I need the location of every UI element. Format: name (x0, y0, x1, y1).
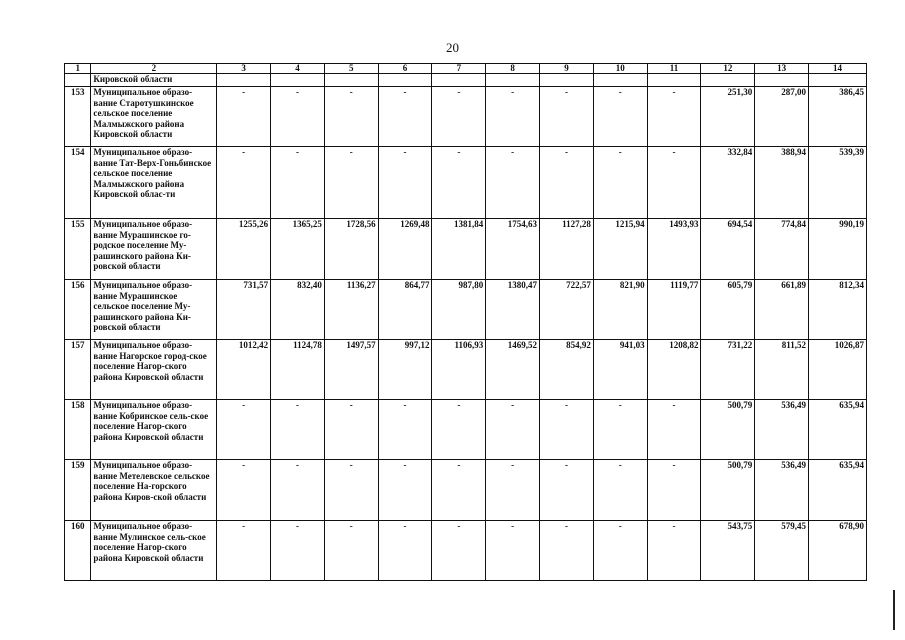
value-cell: 1365,25 (271, 219, 325, 280)
municipality-name-cell: Муниципальное образо-вание Мулинское сель-ское поселение Нагор-ского района Кировской области (91, 521, 217, 581)
data-table (64, 63, 867, 581)
value-cell: 386,45 (809, 87, 867, 147)
empty-cell (809, 74, 867, 87)
municipality-name-cell: Муниципальное образо-вание Мурашинское го-родское поселение Му-рашинского района Ки-ровской области (91, 219, 217, 280)
value-cell: 500,79 (701, 400, 755, 460)
table-row (65, 521, 867, 581)
value-cell: - (540, 521, 594, 581)
value-cell: 821,90 (593, 280, 647, 340)
empty-cell (540, 74, 594, 87)
value-cell: 287,00 (755, 87, 809, 147)
column-header: 14 (809, 64, 867, 74)
column-header: 6 (378, 64, 432, 74)
value-cell: 579,45 (755, 521, 809, 581)
row-number-cell: 154 (65, 147, 91, 219)
value-cell: - (432, 147, 486, 219)
value-cell: 1754,63 (486, 219, 540, 280)
value-cell: - (540, 460, 594, 521)
empty-cell (432, 74, 486, 87)
value-cell: - (217, 147, 271, 219)
value-cell: - (486, 147, 540, 219)
page-number: 20 (446, 40, 459, 55)
value-cell: 1215,94 (593, 219, 647, 280)
value-cell: - (432, 521, 486, 581)
value-cell: 1381,84 (432, 219, 486, 280)
value-cell: 678,90 (809, 521, 867, 581)
value-cell: 941,03 (593, 340, 647, 400)
value-cell: 1026,87 (809, 340, 867, 400)
value-cell: 1124,78 (271, 340, 325, 400)
value-cell: 722,57 (540, 280, 594, 340)
value-cell: - (324, 521, 378, 581)
value-cell: - (271, 147, 325, 219)
value-cell: 539,39 (809, 147, 867, 219)
value-cell: 997,12 (378, 340, 432, 400)
value-cell: 731,57 (217, 280, 271, 340)
value-cell: - (378, 521, 432, 581)
value-cell: - (432, 400, 486, 460)
value-cell: - (540, 400, 594, 460)
value-cell: 332,84 (701, 147, 755, 219)
table-row (65, 460, 867, 521)
value-cell: 1106,93 (432, 340, 486, 400)
value-cell: - (217, 521, 271, 581)
value-cell: 388,94 (755, 147, 809, 219)
column-header: 11 (647, 64, 701, 74)
value-cell: 661,89 (755, 280, 809, 340)
value-cell: - (486, 400, 540, 460)
row-number-cell: 158 (65, 400, 91, 460)
value-cell: 605,79 (701, 280, 755, 340)
value-cell: - (486, 521, 540, 581)
value-cell: 731,22 (701, 340, 755, 400)
column-header: 13 (755, 64, 809, 74)
value-cell: 251,30 (701, 87, 755, 147)
value-cell: - (432, 460, 486, 521)
value-cell: 1208,82 (647, 340, 701, 400)
row-number-cell: 156 (65, 280, 91, 340)
value-cell: 1127,28 (540, 219, 594, 280)
row-number-cell: 155 (65, 219, 91, 280)
municipality-name-cell: Муниципальное образо-вание Метелевское сельское поселение На-горского района Киров-ской области (91, 460, 217, 521)
table-row (65, 280, 867, 340)
row-number-cell: 159 (65, 460, 91, 521)
value-cell: - (593, 521, 647, 581)
column-header: 8 (486, 64, 540, 74)
value-cell: - (378, 460, 432, 521)
table-row (65, 400, 867, 460)
column-header: 1 (65, 64, 91, 74)
municipality-name-cell: Муниципальное образо-вание Мурашинское сельское поселение Му-рашинского района Ки-ровской области (91, 280, 217, 340)
value-cell: - (271, 460, 325, 521)
value-cell: - (324, 147, 378, 219)
value-cell: 543,75 (701, 521, 755, 581)
value-cell: - (647, 87, 701, 147)
value-cell: 694,54 (701, 219, 755, 280)
value-cell: - (378, 400, 432, 460)
value-cell: 1497,57 (324, 340, 378, 400)
value-cell: 500,79 (701, 460, 755, 521)
value-cell: - (647, 147, 701, 219)
table-row (65, 87, 867, 147)
value-cell: 1269,48 (378, 219, 432, 280)
table-body (65, 74, 867, 581)
value-cell: - (647, 400, 701, 460)
value-cell: - (540, 87, 594, 147)
row-number-cell: 153 (65, 87, 91, 147)
table-row (65, 147, 867, 219)
value-cell: 812,34 (809, 280, 867, 340)
value-cell: 811,52 (755, 340, 809, 400)
row-number-cell: 160 (65, 521, 91, 581)
municipality-name-cell: Муниципальное образо-вание Старотушкинское сельское поселение Малмыжского района Кировской области (91, 87, 217, 147)
empty-cell (378, 74, 432, 87)
municipality-name-cell: Муниципальное образо-вание Кобринское сель-ское поселение Нагор-ского района Кировской области (91, 400, 217, 460)
value-cell: 832,40 (271, 280, 325, 340)
value-cell: - (593, 147, 647, 219)
value-cell: 635,94 (809, 460, 867, 521)
column-header: 12 (701, 64, 755, 74)
value-cell: - (217, 460, 271, 521)
value-cell: 1136,27 (324, 280, 378, 340)
value-cell: - (324, 87, 378, 147)
value-cell: - (540, 147, 594, 219)
empty-cell (486, 74, 540, 87)
value-cell: - (271, 87, 325, 147)
column-header: 10 (593, 64, 647, 74)
column-header: 5 (324, 64, 378, 74)
row-number-cell: 157 (65, 340, 91, 400)
value-cell: 987,80 (432, 280, 486, 340)
value-cell: 536,49 (755, 460, 809, 521)
value-cell: - (217, 400, 271, 460)
value-cell: 854,92 (540, 340, 594, 400)
value-cell: 1469,52 (486, 340, 540, 400)
empty-cell (593, 74, 647, 87)
continuation-row (65, 74, 867, 87)
continuation-num-cell (65, 74, 91, 87)
value-cell: - (324, 400, 378, 460)
empty-cell (217, 74, 271, 87)
value-cell: - (593, 87, 647, 147)
value-cell: 864,77 (378, 280, 432, 340)
value-cell: - (324, 460, 378, 521)
column-header: 7 (432, 64, 486, 74)
header-row (65, 64, 867, 74)
column-header: 4 (271, 64, 325, 74)
continuation-name-cell: Кировской области (91, 74, 217, 87)
column-header: 3 (217, 64, 271, 74)
empty-cell (755, 74, 809, 87)
value-cell: 536,49 (755, 400, 809, 460)
value-cell: - (378, 147, 432, 219)
column-header: 9 (540, 64, 594, 74)
table-row (65, 340, 867, 400)
margin-mark (893, 590, 895, 630)
value-cell: - (647, 521, 701, 581)
value-cell: 1493,93 (647, 219, 701, 280)
value-cell: 1012,42 (217, 340, 271, 400)
value-cell: - (432, 87, 486, 147)
value-cell: 1380,47 (486, 280, 540, 340)
value-cell: - (593, 400, 647, 460)
value-cell: - (647, 460, 701, 521)
value-cell: 1255,26 (217, 219, 271, 280)
empty-cell (324, 74, 378, 87)
municipality-name-cell: Муниципальное образо-вание Нагорское город-ское поселение Нагор-ского района Кировской области (91, 340, 217, 400)
empty-cell (647, 74, 701, 87)
empty-cell (701, 74, 755, 87)
value-cell: - (217, 87, 271, 147)
value-cell: 990,19 (809, 219, 867, 280)
value-cell: - (486, 87, 540, 147)
empty-cell (271, 74, 325, 87)
value-cell: - (593, 460, 647, 521)
table-row (65, 219, 867, 280)
value-cell: - (271, 400, 325, 460)
value-cell: - (486, 460, 540, 521)
municipality-name-cell: Муниципальное образо-вание Тат-Верх-Гоньбинское сельское поселение Малмыжского района Кировской облас-ти (91, 147, 217, 219)
column-header: 2 (91, 64, 217, 74)
value-cell: - (378, 87, 432, 147)
value-cell: 774,84 (755, 219, 809, 280)
value-cell: 1119,77 (647, 280, 701, 340)
value-cell: 635,94 (809, 400, 867, 460)
value-cell: - (271, 521, 325, 581)
value-cell: 1728,56 (324, 219, 378, 280)
